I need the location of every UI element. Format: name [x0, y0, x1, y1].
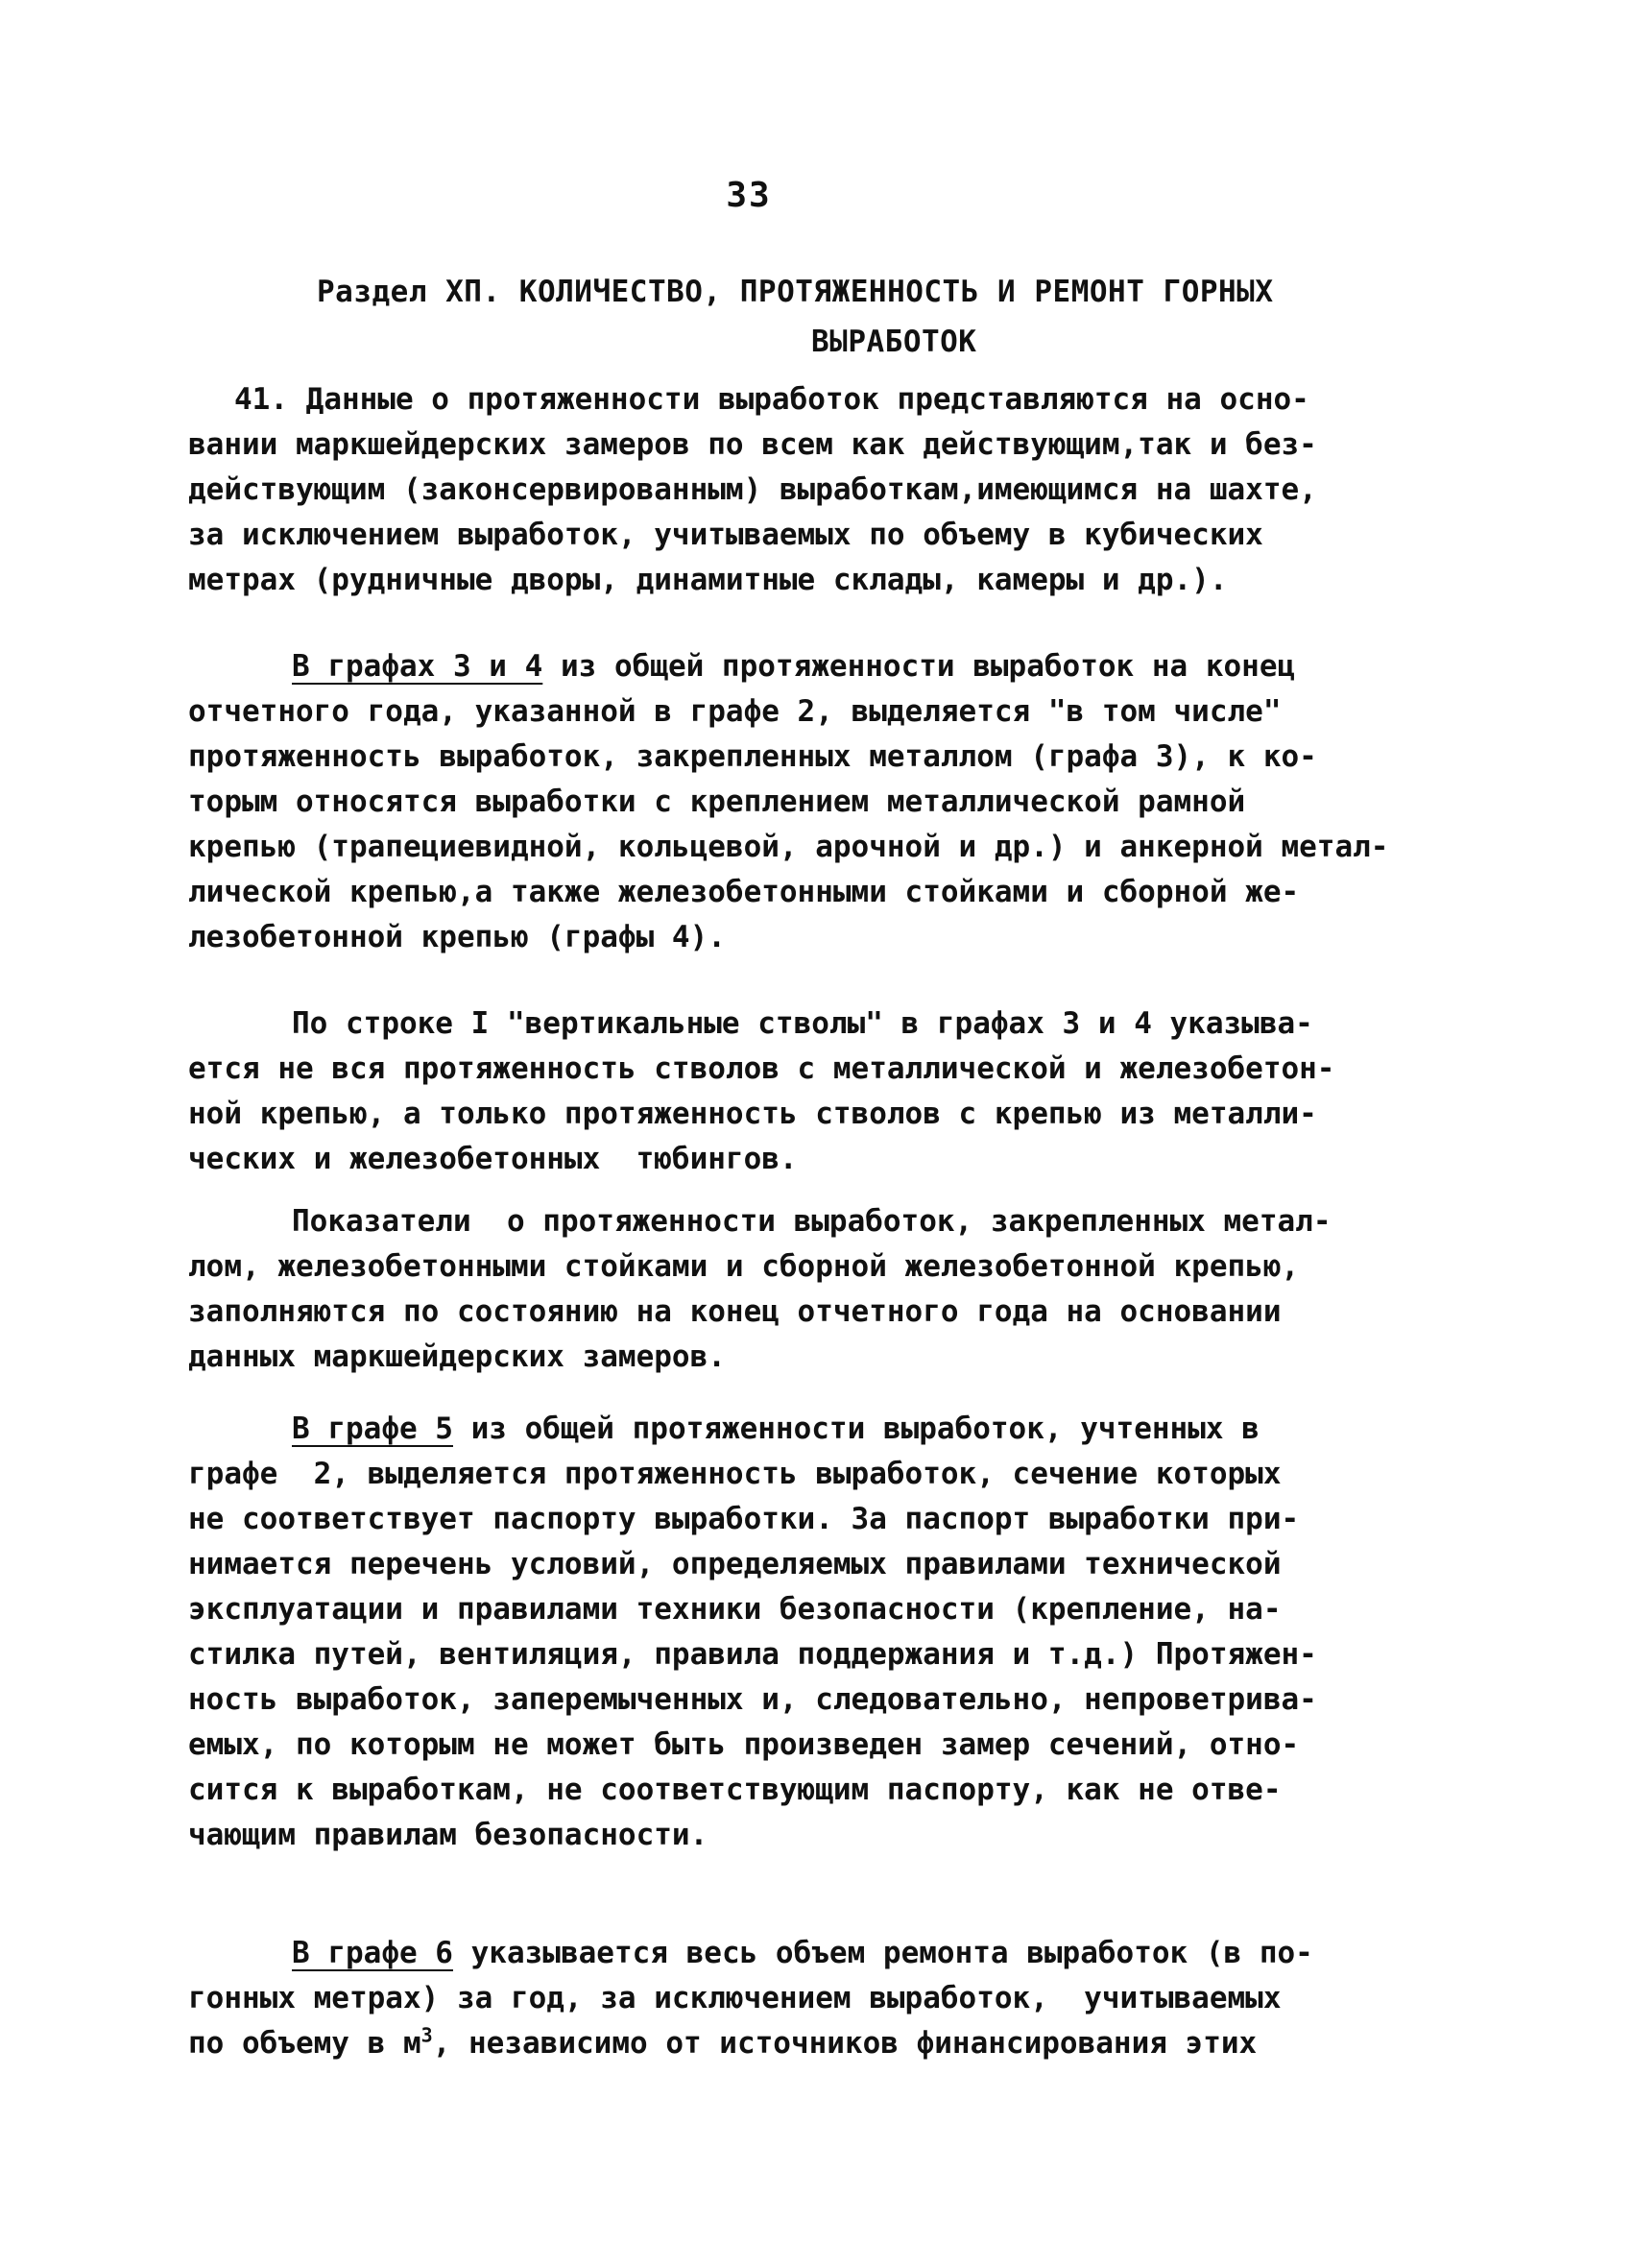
text-line [188, 1407, 1475, 1452]
section-heading-line-2: ВЫРАБОТОК [811, 325, 977, 359]
text-line [188, 1931, 1475, 1976]
text-line: сится к выработкам, не соответствующим паспорту, как не отве- [188, 1773, 1282, 1807]
text-line: ется не вся протяженность стволов с металлической и железобетон- [188, 1051, 1335, 1086]
text-line: графе 2, выделяется протяженность выработок, сечение которых [188, 1457, 1282, 1491]
text-line: за исключением выработок, учитываемых по объему в кубических [188, 518, 1263, 552]
text-line: данных маркшейдерских замеров. [188, 1339, 726, 1374]
paragraph-column-6 [188, 1931, 1475, 2066]
text-line: ность выработок, заперемыченных и, следовательно, непроветрива- [188, 1682, 1317, 1717]
paragraph-41-data-sources [188, 377, 1475, 603]
underlined-reference: В графе 6 [292, 1936, 453, 1970]
text-line: заполняются по состоянию на конец отчетного года на основании [188, 1294, 1282, 1329]
text-line: не соответствует паспорту выработки. За паспорт выработки при- [188, 1502, 1300, 1536]
text-line: торым относятся выработки с креплением металлической рамной [188, 784, 1246, 819]
text-line: гонных метрах) за год, за исключением выработок, учитываемых [188, 1981, 1282, 2015]
text-fragment: , независимо от источников финансирования этих [432, 2026, 1258, 2061]
text-line: Показатели о протяженности выработок, закрепленных метал- [292, 1204, 1332, 1239]
text-line: нимается перечень условий, определяемых правилами технической [188, 1547, 1282, 1581]
text-line: эксплуатации и правилами техники безопасности (крепление, на- [188, 1592, 1282, 1627]
paragraph-columns-3-4 [188, 644, 1475, 960]
page-number: 33 [726, 176, 772, 215]
text-line [188, 2021, 1475, 2066]
superscript-cubic: 3 [420, 2023, 433, 2047]
section-heading-line-1: Раздел ХП. КОЛИЧЕСТВО, ПРОТЯЖЕННОСТЬ И РЕМОНТ ГОРНЫХ [317, 275, 1274, 309]
text-line: отчетного года, указанной в графе 2, выделяется "в том числе" [188, 694, 1282, 729]
paragraph-vertical-shafts [188, 1001, 1475, 1182]
text-fragment: указывается весь объем ремонта выработок (в по- [452, 1936, 1313, 1970]
text-line: крепью (трапециевидной, кольцевой, арочной и др.) и анкерной метал- [188, 830, 1389, 864]
paragraph-column-5 [188, 1407, 1475, 1858]
text-line: стилка путей, вентиляция, правила поддержания и т.д.) Протяжен- [188, 1637, 1317, 1672]
text-line: По строке I "вертикальные стволы" в графах 3 и 4 указыва- [292, 1006, 1313, 1041]
text-line: метрах (рудничные дворы, динамитные склады, камеры и др.). [188, 563, 1228, 597]
underlined-reference: В графах 3 и 4 [292, 649, 543, 684]
underlined-reference: В графе 5 [292, 1411, 453, 1446]
text-line: протяженность выработок, закрепленных металлом (графа 3), к ко- [188, 739, 1317, 774]
text-line: емых, по которым не может быть произведен замер сечений, отно- [188, 1727, 1300, 1762]
text-line: действующим (законсервированным) выработкам,имеющимся на шахте, [188, 472, 1317, 507]
text-line: лезобетонной крепью (графы 4). [188, 920, 726, 954]
section-heading [317, 267, 1392, 367]
text-line: ческих и железобетонных тюбингов. [188, 1142, 798, 1176]
text-line: лической крепью,а также железобетонными стойками и сборной же- [188, 875, 1300, 909]
text-line [188, 644, 1475, 689]
text-line: 41. Данные о протяженности выработок представляются на осно- [234, 382, 1309, 417]
text-line: лом, железобетонными стойками и сборной железобетонной крепью, [188, 1249, 1300, 1284]
text-fragment: из общей протяженности выработок, учтенных в [452, 1411, 1260, 1446]
text-fragment: из общей протяженности выработок на конец [542, 649, 1296, 684]
paragraph-indicators [188, 1199, 1475, 1380]
text-fragment: по объему в м [188, 2026, 421, 2061]
text-line: вании маркшейдерских замеров по всем как действующим,так и без- [188, 427, 1317, 462]
text-line: ной крепью, а только протяженность стволов с крепью из металли- [188, 1097, 1317, 1131]
text-line: чающим правилам безопасности. [188, 1818, 708, 1852]
